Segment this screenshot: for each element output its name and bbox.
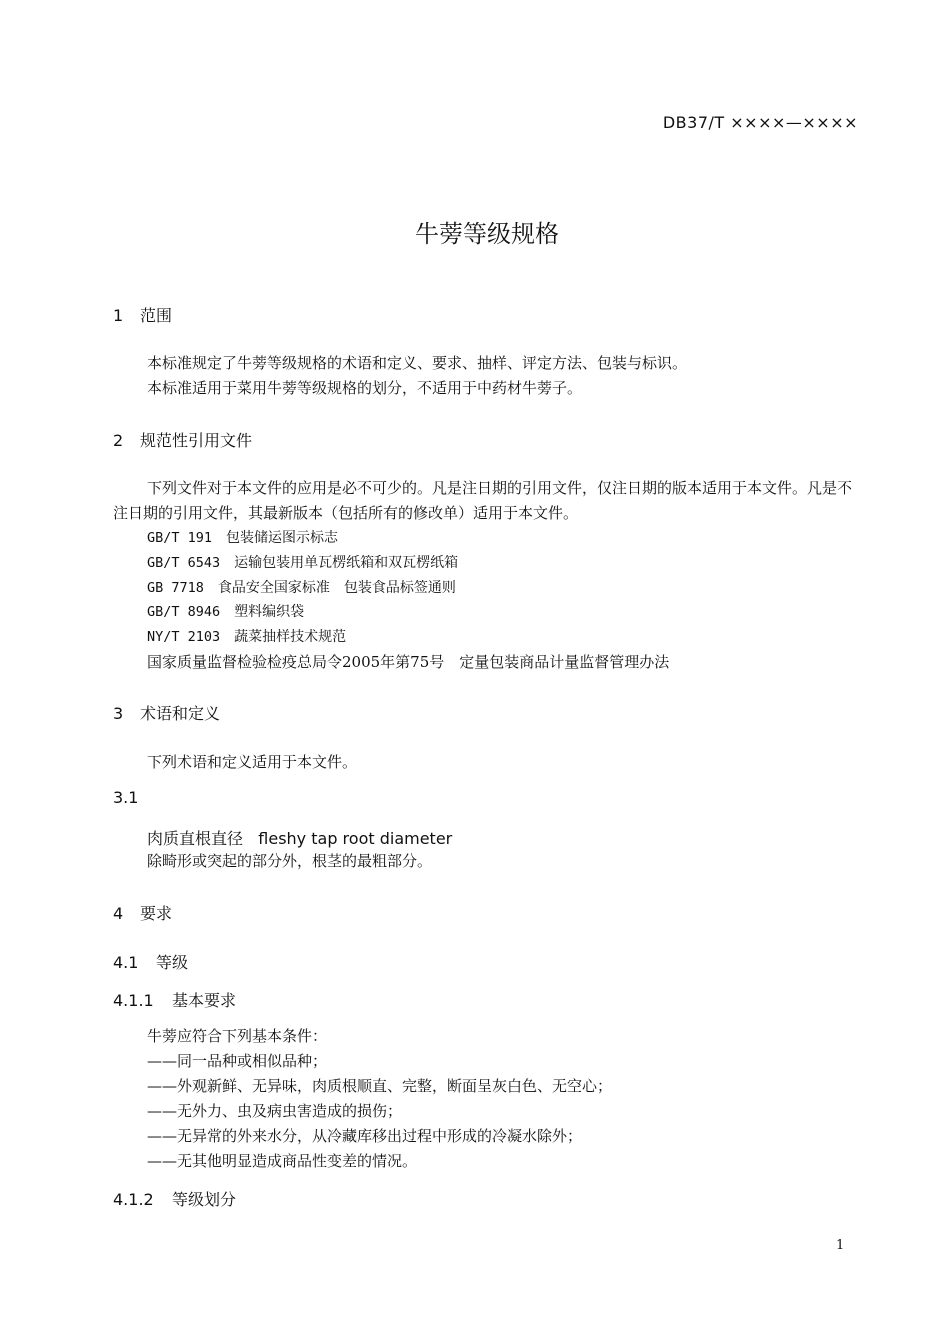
paragraph: 牛蒡应符合下列基本条件： bbox=[147, 1027, 328, 1045]
subsection-4-1-2-heading bbox=[113, 1187, 236, 1210]
reference-name: 运输包装用单瓦楞纸箱和双瓦楞纸箱 bbox=[234, 555, 459, 571]
reference-name: 蔬菜抽样技术规范 bbox=[234, 629, 347, 645]
section-title: 范围 bbox=[140, 306, 173, 325]
section-title: 规范性引用文件 bbox=[140, 431, 253, 450]
section-number: 3 bbox=[113, 704, 124, 723]
reference-name: 食品安全国家标准 包装食品标签通则 bbox=[217, 580, 456, 596]
reference-code: GB/T 191 bbox=[147, 530, 213, 546]
list-item: ——外观新鲜、无异味，肉质根顺直、完整，断面呈灰白色、无空心； bbox=[147, 1077, 613, 1095]
term-heading bbox=[147, 826, 452, 849]
list-item: ——无其他明显造成商品性变差的情况。 bbox=[147, 1152, 418, 1170]
paragraph: 下列术语和定义适用于本文件。 bbox=[147, 753, 358, 771]
document-title: 牛蒡等级规格 bbox=[415, 220, 559, 248]
section-number: 4 bbox=[113, 904, 124, 923]
reference-name: 塑料编织袋 bbox=[234, 604, 305, 620]
term-english: fleshy tap root diameter bbox=[258, 829, 453, 848]
paragraph: 下列文件对于本文件的应用是必不可少的。凡是注日期的引用文件，仅注日期的版本适用于本文件。凡是不注日期的引用文件，其最新版本（包括所有的修改单）适用于本文件。 bbox=[113, 479, 853, 522]
section-title: 术语和定义 bbox=[140, 704, 221, 723]
section-3-heading bbox=[113, 701, 220, 724]
page-number: 1 bbox=[836, 1238, 845, 1253]
section-number: 4.1.2 bbox=[113, 1190, 154, 1209]
section-4-heading bbox=[113, 901, 172, 924]
section-number: 1 bbox=[113, 306, 124, 325]
subsection-4-1-heading bbox=[113, 950, 188, 973]
reference-item bbox=[147, 577, 456, 597]
section-number: 2 bbox=[113, 431, 124, 450]
reference-code: GB/T 8946 bbox=[147, 604, 221, 620]
section-title: 要求 bbox=[140, 904, 173, 923]
term-definition: 除畸形或突起的部分外，根茎的最粗部分。 bbox=[147, 852, 433, 870]
reference-item: 国家质量监督检验检疫总局令2005年第75号 定量包装商品计量监督管理办法 bbox=[147, 653, 670, 671]
section-title: 等级 bbox=[156, 953, 189, 972]
section-title: 基本要求 bbox=[172, 991, 237, 1010]
list-item: ——无外力、虫及病虫害造成的损伤； bbox=[147, 1102, 403, 1120]
reference-code: GB 7718 bbox=[147, 580, 204, 596]
reference-item bbox=[147, 527, 338, 547]
reference-item bbox=[147, 601, 304, 621]
section-number: 4.1 bbox=[113, 953, 139, 972]
section-2-heading bbox=[113, 428, 252, 451]
reference-item bbox=[147, 552, 458, 572]
reference-code: NY/T 2103 bbox=[147, 629, 221, 645]
reference-code: GB/T 6543 bbox=[147, 555, 221, 571]
section-1-heading bbox=[113, 303, 172, 326]
paragraph: 本标准规定了牛蒡等级规格的术语和定义、要求、抽样、评定方法、包装与标识。 bbox=[147, 354, 688, 372]
section-number: 4.1.1 bbox=[113, 991, 154, 1010]
reference-item bbox=[147, 626, 346, 646]
list-item: ——同一品种或相似品种； bbox=[147, 1052, 328, 1070]
term-number: 3.1 bbox=[113, 788, 139, 807]
subsection-4-1-1-heading bbox=[113, 988, 236, 1011]
section-title: 等级划分 bbox=[172, 1190, 237, 1209]
paragraph: 本标准适用于菜用牛蒡等级规格的划分，不适用于中药材牛蒡子。 bbox=[147, 379, 583, 397]
list-item: ——无异常的外来水分，从冷藏库移出过程中形成的冷凝水除外； bbox=[147, 1127, 583, 1145]
reference-name: 包装储运图示标志 bbox=[226, 530, 339, 546]
term-chinese: 肉质直根直径 bbox=[147, 829, 244, 848]
document-code: DB37/T ××××—×××× bbox=[662, 113, 858, 132]
